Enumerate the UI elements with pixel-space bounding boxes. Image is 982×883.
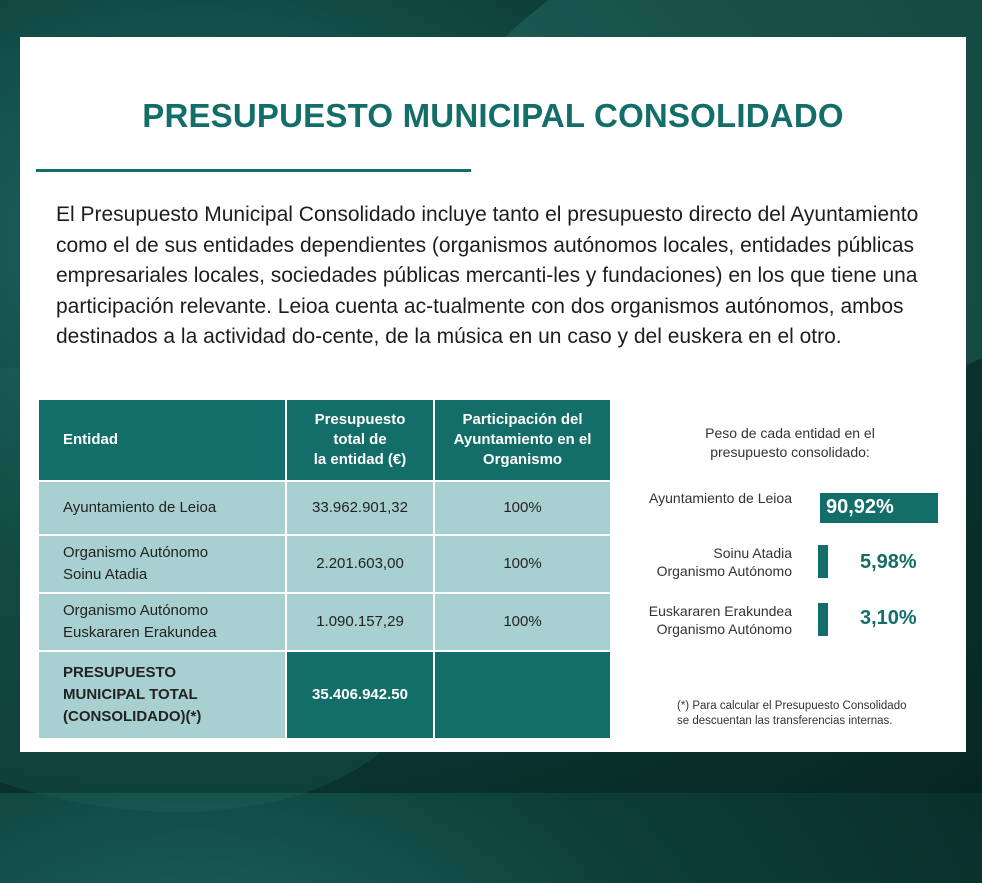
header-participation: Participación del Ayuntamiento en el Organismo	[433, 400, 610, 480]
entity-budget: 2.201.603,00	[285, 534, 433, 592]
title-underline	[36, 169, 471, 172]
header-entity: Entidad	[39, 400, 285, 480]
weight-bar	[818, 545, 828, 578]
table-total-row	[39, 650, 610, 738]
total-participation	[433, 650, 610, 738]
header-budget: Presupuesto total de la entidad (€)	[285, 400, 433, 480]
total-label: PRESUPUESTO MUNICIPAL TOTAL (CONSOLIDADO)(*)	[39, 650, 285, 738]
entity-participation: 100%	[433, 480, 610, 534]
content-panel	[20, 37, 966, 752]
footnote: (*) Para calcular el Presupuesto Consolidado se descuentan las transferencias internas.	[677, 700, 907, 727]
table-header-row	[39, 400, 610, 480]
table-row	[39, 592, 610, 650]
weight-bar	[818, 603, 828, 636]
entity-name: Organismo Autónomo Soinu Atadia	[39, 534, 285, 592]
intro-paragraph: El Presupuesto Municipal Consolidado incluye tanto el presupuesto directo del Ayuntamiento como el de sus entidades dependientes (organismos autónomos locales, entidades públicas empresariales locales, sociedades públicas mercanti-les y fundaciones) en los que tiene una participación relevante. Leioa cuenta ac-tualmente con dos organismos autónomos, ambos destinados a la actividad do-cente, de la música en un caso y del euskera en el otro.	[56, 203, 919, 348]
table-row	[39, 480, 610, 534]
entity-budget-table	[39, 400, 610, 738]
weight-value: 5,98%	[860, 551, 917, 573]
entity-budget: 33.962.901,32	[285, 480, 433, 534]
weight-value: 90,92%	[826, 496, 894, 518]
weight-label: Euskararen Erakundea Organismo Autónomo	[648, 603, 792, 637]
weight-label: Ayuntamiento de Leioa	[649, 490, 792, 506]
page-title: PRESUPUESTO MUNICIPAL CONSOLIDADO	[142, 97, 844, 134]
total-budget: 35.406.942.50	[285, 650, 433, 738]
weight-value: 3,10%	[860, 607, 917, 629]
table-row	[39, 534, 610, 592]
weight-label: Soinu Atadia Organismo Autónomo	[656, 545, 792, 579]
entity-participation: 100%	[433, 534, 610, 592]
entity-budget: 1.090.157,29	[285, 592, 433, 650]
entity-participation: 100%	[433, 592, 610, 650]
entity-name: Ayuntamiento de Leioa	[39, 480, 285, 534]
entity-name: Organismo Autónomo Euskararen Erakundea	[39, 592, 285, 650]
weights-title: Peso de cada entidad en el presupuesto consolidado:	[705, 425, 875, 460]
